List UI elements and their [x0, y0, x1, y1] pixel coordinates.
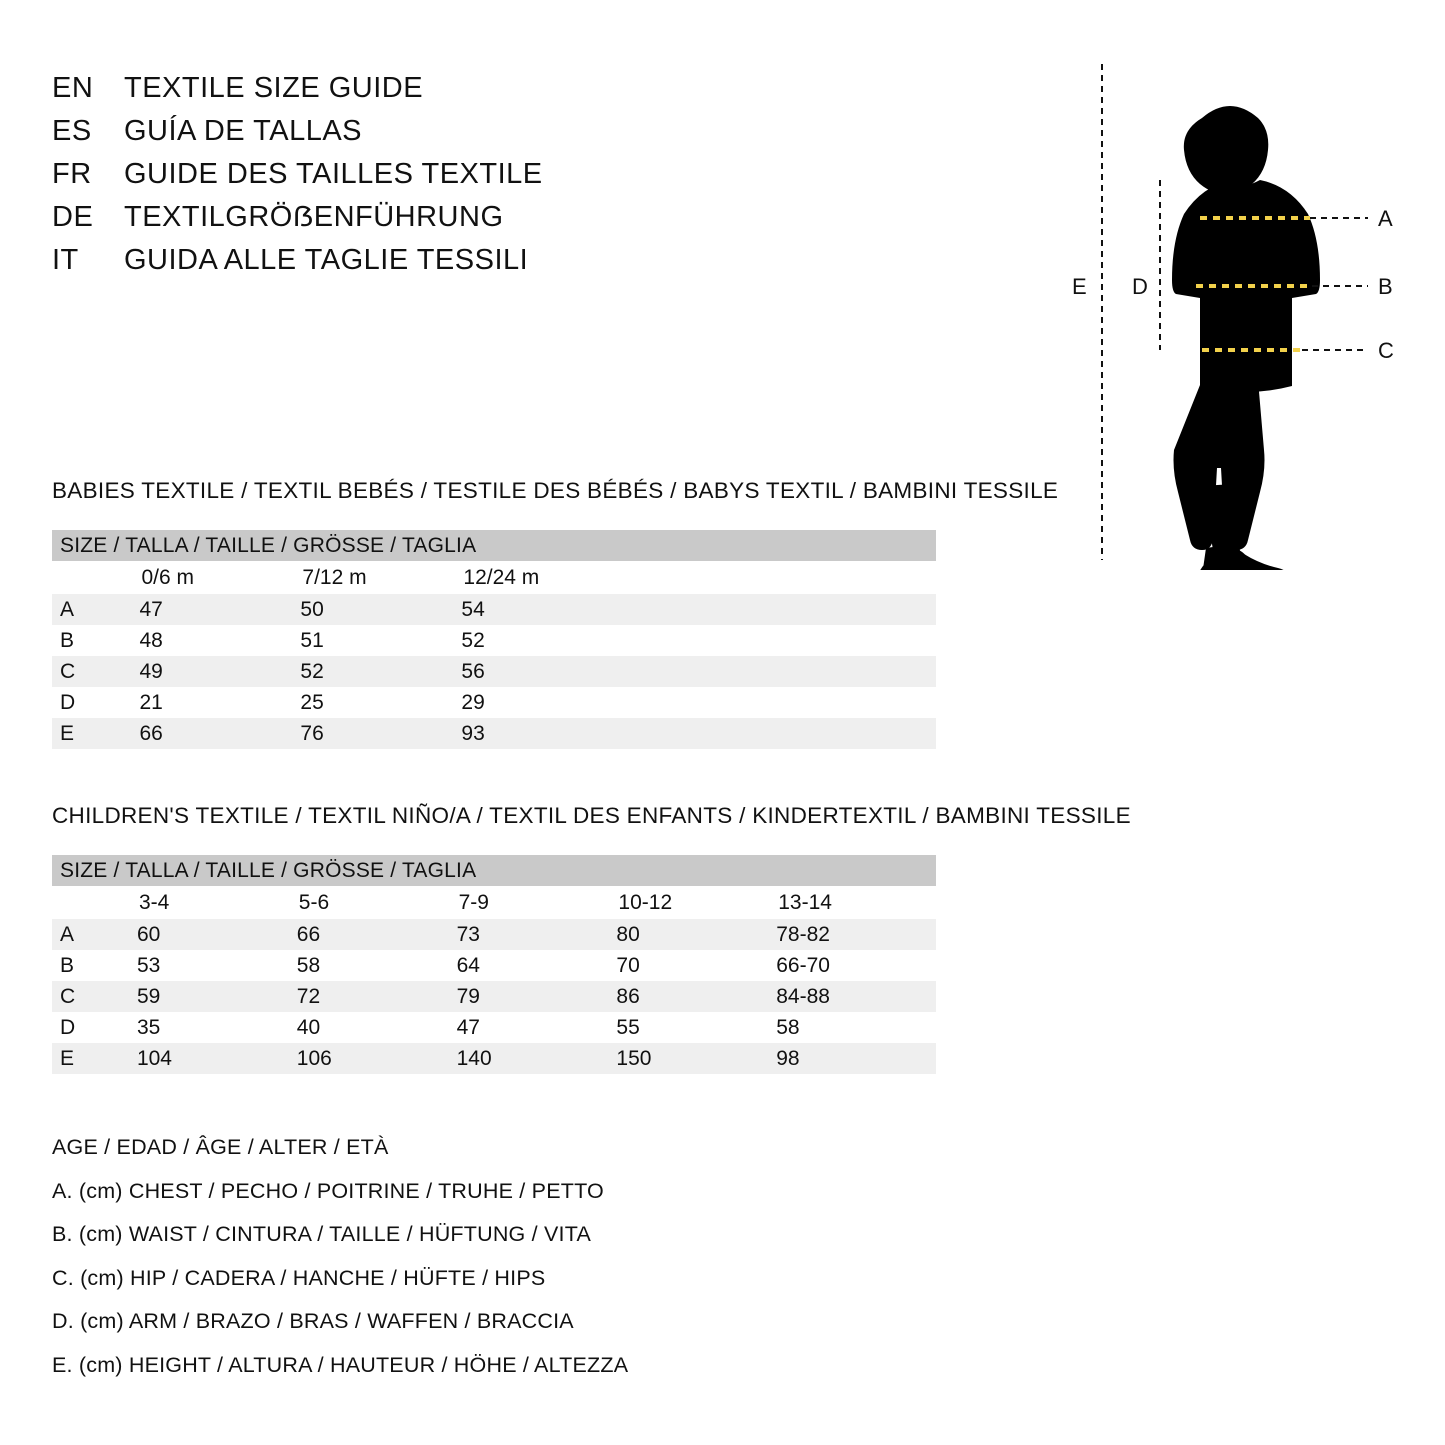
children-cell-e-4: 98: [776, 1043, 936, 1074]
babies-header-spacer: [623, 561, 936, 594]
babies-header-row: [52, 561, 936, 594]
children-cell-b-1: 58: [296, 953, 321, 977]
children-cell-c-2: 79: [457, 981, 617, 1012]
babies-cell-c-2: 56: [461, 656, 622, 687]
figure-marker-d: D: [1132, 274, 1148, 299]
title-row-it: [52, 244, 672, 287]
legend-height: E. (cm) HEIGHT / ALTURA / HAUTEUR / HÖHE / ALTEZZA: [52, 1352, 629, 1377]
children-band-label: SIZE / TALLA / TAILLE / GRÖSSE / TAGLIA: [60, 858, 477, 882]
babies-cell-d-1: 25: [300, 690, 324, 714]
legend-arm: D. (cm) ARM / BRAZO / BRAS / WAFFEN / BRACCIA: [52, 1309, 574, 1333]
title-row-es: [52, 115, 672, 158]
children-size-table: [52, 855, 936, 1074]
children-cell-c-3: 86: [616, 981, 776, 1012]
legend-waist: B. (cm) WAIST / CINTURA / TAILLE / HÜFTUNG / VITA: [52, 1222, 591, 1246]
title-row-en: [52, 72, 672, 115]
figure-marker-c: C: [1378, 338, 1394, 363]
children-column-0: 3-4: [138, 890, 170, 914]
children-cell-b-2: 64: [456, 953, 480, 977]
children-row-label-b: B: [60, 953, 75, 977]
children-column-4: 13-14: [778, 890, 832, 914]
legend-age: AGE / EDAD / ÂGE / ALTER / ETÀ: [52, 1135, 389, 1159]
children-section-heading: CHILDREN'S TEXTILE / TEXTIL NIÑO/A / TEXTIL DES ENFANTS / KINDERTEXTIL / BAMBINI TESSILE: [52, 803, 1131, 828]
babies-header-corner: [52, 561, 139, 594]
children-cell-b-3: 70: [616, 953, 640, 977]
babies-cell-b-1: 51: [300, 628, 324, 652]
title-lang-fr: FR: [52, 158, 92, 190]
babies-cell-e-1: 76: [300, 718, 461, 749]
babies-row-label-d: D: [60, 690, 76, 714]
children-cell-a-0: 60: [137, 919, 297, 950]
children-cell-c-4: 84-88: [776, 981, 936, 1012]
babies-cell-e-2: 93: [461, 718, 622, 749]
children-cell-d-2: 47: [456, 1015, 480, 1039]
babies-row-spacer: [623, 656, 936, 687]
table-row: [52, 950, 936, 981]
table-row: [52, 687, 936, 718]
babies-band-label: SIZE / TALLA / TAILLE / GRÖSSE / TAGLIA: [60, 533, 477, 557]
babies-size-table: [52, 530, 936, 749]
children-header-row: [52, 886, 936, 919]
figure-marker-a: A: [1378, 206, 1393, 231]
legend-chest: A. (cm) CHEST / PECHO / POITRINE / TRUHE / PETTO: [52, 1178, 604, 1203]
babies-column-2: 12/24 m: [463, 565, 540, 589]
table-row: [52, 919, 936, 950]
table-row: [52, 656, 936, 687]
title-text-en: TEXTILE SIZE GUIDE: [124, 72, 424, 104]
children-cell-e-0: 104: [137, 1043, 297, 1074]
table-row: [52, 625, 936, 656]
legend-block: [52, 1135, 628, 1396]
title-block: [52, 72, 672, 287]
children-row-label-a: A: [52, 919, 137, 950]
title-lang-en: EN: [52, 72, 94, 104]
babies-row-label-c: C: [52, 656, 139, 687]
title-lang-es: ES: [52, 115, 92, 147]
figure-marker-e: E: [1072, 274, 1087, 299]
table-row: [52, 1043, 936, 1074]
babies-cell-d-2: 29: [461, 690, 485, 714]
children-header-corner: [52, 886, 137, 919]
babies-cell-b-0: 48: [139, 628, 163, 652]
children-cell-e-3: 150: [616, 1043, 776, 1074]
children-row-label-c: C: [52, 981, 137, 1012]
babies-section-heading: BABIES TEXTILE / TEXTIL BEBÉS / TESTILE DES BÉBÉS / BABYS TEXTIL / BAMBINI TESSILE: [52, 478, 1059, 503]
children-cell-c-0: 59: [137, 981, 297, 1012]
child-silhouette-icon: [1172, 106, 1320, 570]
children-cell-d-4: 58: [776, 1015, 800, 1039]
children-column-3: 10-12: [618, 890, 673, 914]
children-column-1: 5-6: [298, 890, 330, 914]
children-column-2: 7-9: [458, 890, 489, 914]
children-band-row: [52, 855, 936, 886]
children-cell-a-3: 80: [616, 919, 776, 950]
title-text-de: TEXTILGRÖẞENFÜHRUNG: [124, 201, 504, 233]
measurement-figure: [1050, 50, 1410, 570]
table-row: [52, 981, 936, 1012]
children-row-label-e: E: [52, 1043, 137, 1074]
babies-row-label-b: B: [60, 628, 75, 652]
children-cell-a-2: 73: [457, 919, 617, 950]
babies-band-row: [52, 530, 936, 561]
babies-cell-b-2: 52: [461, 628, 485, 652]
legend-hip: C. (cm) HIP / CADERA / HANCHE / HÜFTE / HIPS: [52, 1265, 546, 1290]
babies-cell-c-0: 49: [139, 656, 300, 687]
babies-row-spacer: [623, 594, 936, 625]
children-cell-c-1: 72: [297, 981, 457, 1012]
babies-column-0: 0/6 m: [141, 565, 194, 589]
children-cell-d-1: 40: [296, 1015, 321, 1039]
title-row-fr: [52, 158, 672, 201]
children-cell-d-3: 55: [616, 1015, 640, 1039]
babies-cell-e-0: 66: [139, 718, 300, 749]
title-lang-de: DE: [52, 201, 94, 233]
babies-column-1: 7/12 m: [302, 565, 367, 589]
babies-cell-a-0: 47: [139, 594, 300, 625]
table-row: [52, 718, 936, 749]
table-row: [52, 594, 936, 625]
babies-row-spacer: [623, 625, 936, 656]
babies-cell-d-0: 21: [139, 690, 163, 714]
children-cell-e-1: 106: [297, 1043, 457, 1074]
babies-row-label-a: A: [52, 594, 139, 625]
table-row: [52, 1012, 936, 1043]
title-lang-it: IT: [52, 244, 79, 276]
babies-cell-c-1: 52: [300, 656, 461, 687]
title-text-it: GUIDA ALLE TAGLIE TESSILI: [124, 244, 529, 276]
figure-marker-b: B: [1378, 274, 1393, 299]
children-cell-b-4: 66-70: [776, 953, 830, 977]
babies-cell-a-1: 50: [300, 594, 461, 625]
children-row-label-d: D: [60, 1015, 76, 1039]
title-text-fr: GUIDE DES TAILLES TEXTILE: [124, 158, 543, 190]
babies-row-spacer: [623, 718, 936, 749]
title-row-de: [52, 201, 672, 244]
children-cell-a-1: 66: [297, 919, 457, 950]
children-cell-a-4: 78-82: [776, 919, 936, 950]
title-text-es: GUÍA DE TALLAS: [124, 115, 363, 147]
children-cell-d-0: 35: [136, 1015, 161, 1039]
babies-row-label-e: E: [52, 718, 139, 749]
children-cell-e-2: 140: [457, 1043, 617, 1074]
children-cell-b-0: 53: [136, 953, 161, 977]
babies-cell-a-2: 54: [461, 594, 622, 625]
babies-row-spacer: [623, 687, 936, 718]
